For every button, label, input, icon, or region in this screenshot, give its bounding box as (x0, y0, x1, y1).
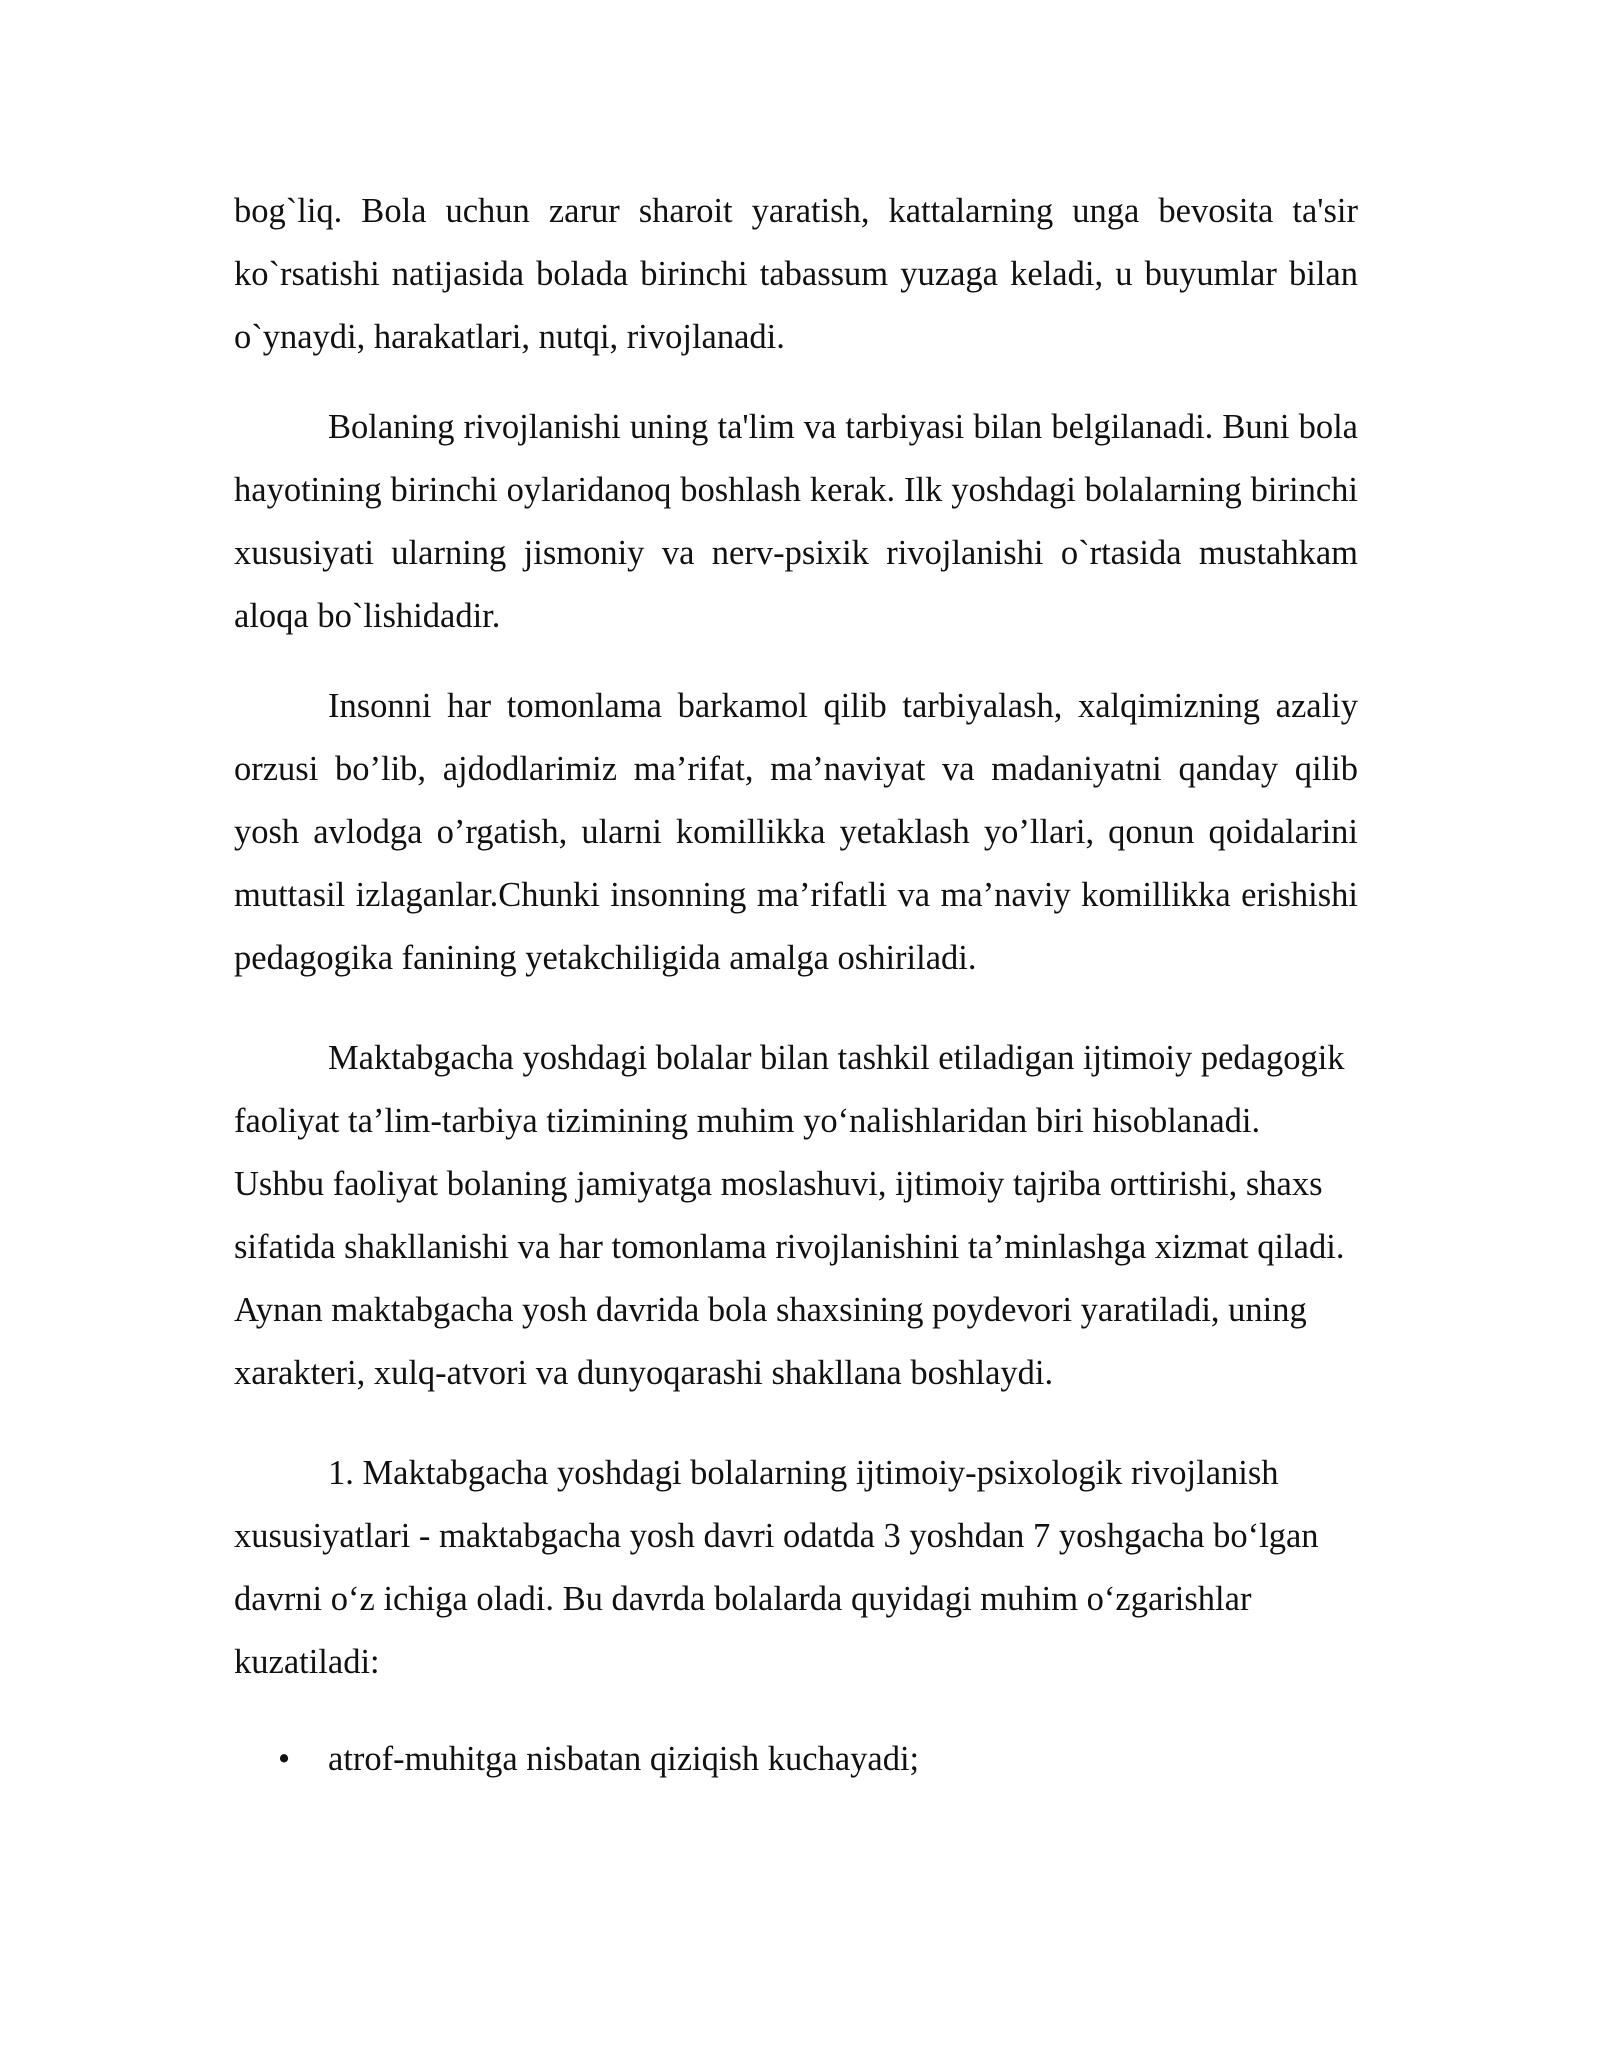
paragraph-3: Insonni har tomonlama barkamol qilib tarbiyalash, xalqimizning azaliy orzusi bo’lib, ajdodlarimiz ma’rifat, ma’naviyat va madaniyatni qanday qilib yosh avlodga o’rgatish, ularni komillikka yetaklash yo’llari, qonun qoidalarini muttasil izlaganlar.Chunki insonning ma’rifatli va ma’naviy komillikka erishishi pedagogika fanining yetakchiligida amalga oshiriladi. (234, 687, 1358, 977)
paragraph-2: Bolaning rivojlanishi uning ta'lim va tarbiyasi bilan belgilanadi. Buni bola hayotining birinchi oylaridanoq boshlash kerak. Ilk yoshdagi bolalarning birinchi xususiyati ularning jismoniy va nerv-psixik rivojlanishi o`rtasida mustahkam aloqa bo`lishidadir. (234, 408, 1358, 635)
bullet-list (234, 1728, 1358, 1791)
bullet-item (234, 1728, 1358, 1791)
paragraph-1: bog`liq. Bola uchun zarur sharoit yaratish, kattalarning unga bevosita ta'sir ko`rsatishi natijasida bolada birinchi tabassum yuzaga keladi, u buyumlar bilan o`ynaydi, harakatlari, nutqi, rivojlanadi. (234, 192, 1358, 356)
bullet-text: atrof-muhitga nisbatan qiziqish kuchayadi; (328, 1740, 920, 1778)
paragraph-4: Maktabgacha yoshdagi bolalar bilan tashkil etiladigan ijtimoiy pedagogik faoliyat ta’lim-tarbiya tizimining muhim yo‘nalishlaridan biri hisoblanadi. Ushbu faoliyat bolaning jamiyatga moslashuvi, ijtimoiy tajriba orttirishi, shaxs sifatida shakllanishi va har tomonlama rivojlanishini ta’minlashga xizmat qiladi. Aynan maktabgacha yosh davrida bola shaxsining poydevori yaratiladi, uning xarakteri, xulq-atvori va dunyoqarashi shakllana boshlaydi. (234, 1039, 1345, 1392)
document-page (234, 180, 1358, 1791)
bullet-icon: • (278, 1740, 291, 1778)
paragraph-5-numbered: 1. Maktabgacha yoshdagi bolalarning ijtimoiy-psixologik rivojlanish xususiyatlari - maktabgacha yosh davri odatda 3 yoshdan 7 yoshgacha bo‘lgan davrni o‘z ichiga oladi. Bu davrda bolalarda quyidagi muhim o‘zgarishlar kuzatiladi: (234, 1454, 1319, 1681)
